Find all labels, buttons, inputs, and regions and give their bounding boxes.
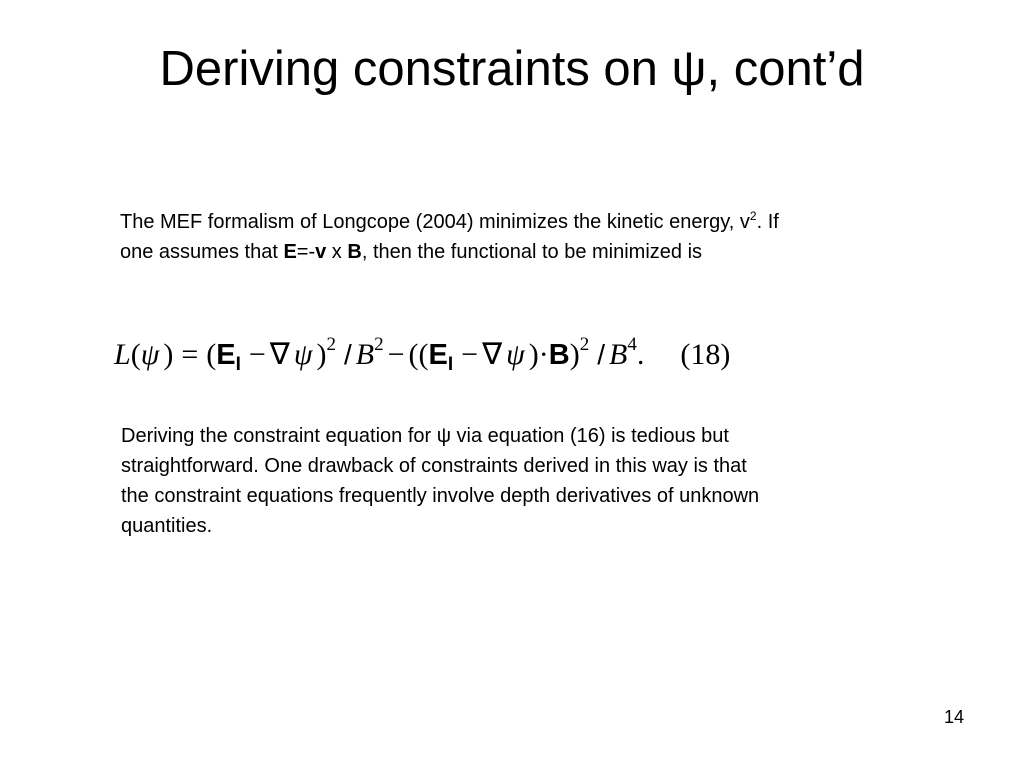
eq-slash-2: / xyxy=(597,339,606,370)
eq-slash-1: / xyxy=(344,339,352,370)
eq-open-paren-3: (( xyxy=(408,338,429,371)
eq-minus-1: − xyxy=(248,338,266,371)
eq-psi-3: ψ xyxy=(506,338,525,371)
eq-close-paren-4: ) xyxy=(569,338,580,371)
eq-nabla-1: ∇ xyxy=(269,338,290,371)
intro-paragraph xyxy=(120,207,779,267)
page-number: 14 xyxy=(943,707,964,727)
functional-equation xyxy=(114,332,730,378)
body-line: quantities. xyxy=(121,515,213,537)
intro-line-2-pre: one assumes that xyxy=(120,241,284,263)
eq-B-1: B xyxy=(355,338,375,371)
electric-field-symbol: E xyxy=(283,241,297,263)
body-line: the constraint equations frequently involve depth derivatives of unknown xyxy=(121,485,760,507)
eq-psi-2: ψ xyxy=(293,338,313,371)
eq-close-paren-3: ) xyxy=(528,338,539,371)
magnetic-field-symbol: B xyxy=(347,241,362,263)
squared-superscript: 2 xyxy=(749,209,757,223)
body-line: Deriving the constraint equation for ψ via equation (16) is tedious but xyxy=(121,425,729,447)
eq-power-4: 4 xyxy=(627,334,637,355)
intro-line-2 xyxy=(120,237,779,267)
body-paragraph xyxy=(121,421,759,541)
eq-L: L xyxy=(114,338,131,371)
eq-equals: = xyxy=(181,338,199,371)
eq-close-paren-1: ) xyxy=(163,338,174,371)
intro-line-1-tail: . If xyxy=(756,211,779,233)
equals-minus: =- xyxy=(296,241,316,263)
intro-line-1-text: The MEF formalism of Longcope (2004) minimizes the kinetic energy, v xyxy=(120,211,750,233)
slide-title: Deriving constraints on ψ, cont’d xyxy=(159,42,865,96)
eq-dot: · xyxy=(538,338,549,371)
eq-B-bold: B xyxy=(548,339,570,371)
cross-symbol: x xyxy=(326,241,348,263)
eq-close-paren-2: ) xyxy=(316,338,327,371)
body-line: straightforward. One drawback of constraints derived in this way is that xyxy=(121,455,747,477)
eq-nabla-2: ∇ xyxy=(482,338,503,371)
eq-B-2: B xyxy=(609,338,628,371)
eq-sub-I-2: I xyxy=(447,354,454,375)
eq-sub-I-1: I xyxy=(235,354,241,375)
eq-minus-2: − xyxy=(387,338,405,371)
eq-open-paren-1: ( xyxy=(130,338,141,371)
eq-minus-3: − xyxy=(461,338,479,371)
eq-power-1: 2 xyxy=(326,334,337,355)
eq-power-3: 2 xyxy=(579,334,590,355)
eq-E-1: E xyxy=(216,339,236,371)
eq-psi-1: ψ xyxy=(140,338,160,371)
eq-period: . xyxy=(636,338,645,371)
velocity-symbol: v xyxy=(315,241,327,263)
intro-line-1 xyxy=(120,207,779,237)
eq-E-2: E xyxy=(428,339,448,371)
eq-power-2: 2 xyxy=(374,334,384,355)
eq-open-paren-2: ( xyxy=(206,338,217,371)
eq-number: (18) xyxy=(680,338,731,371)
intro-line-2-post: , then the functional to be minimized is xyxy=(361,241,703,263)
